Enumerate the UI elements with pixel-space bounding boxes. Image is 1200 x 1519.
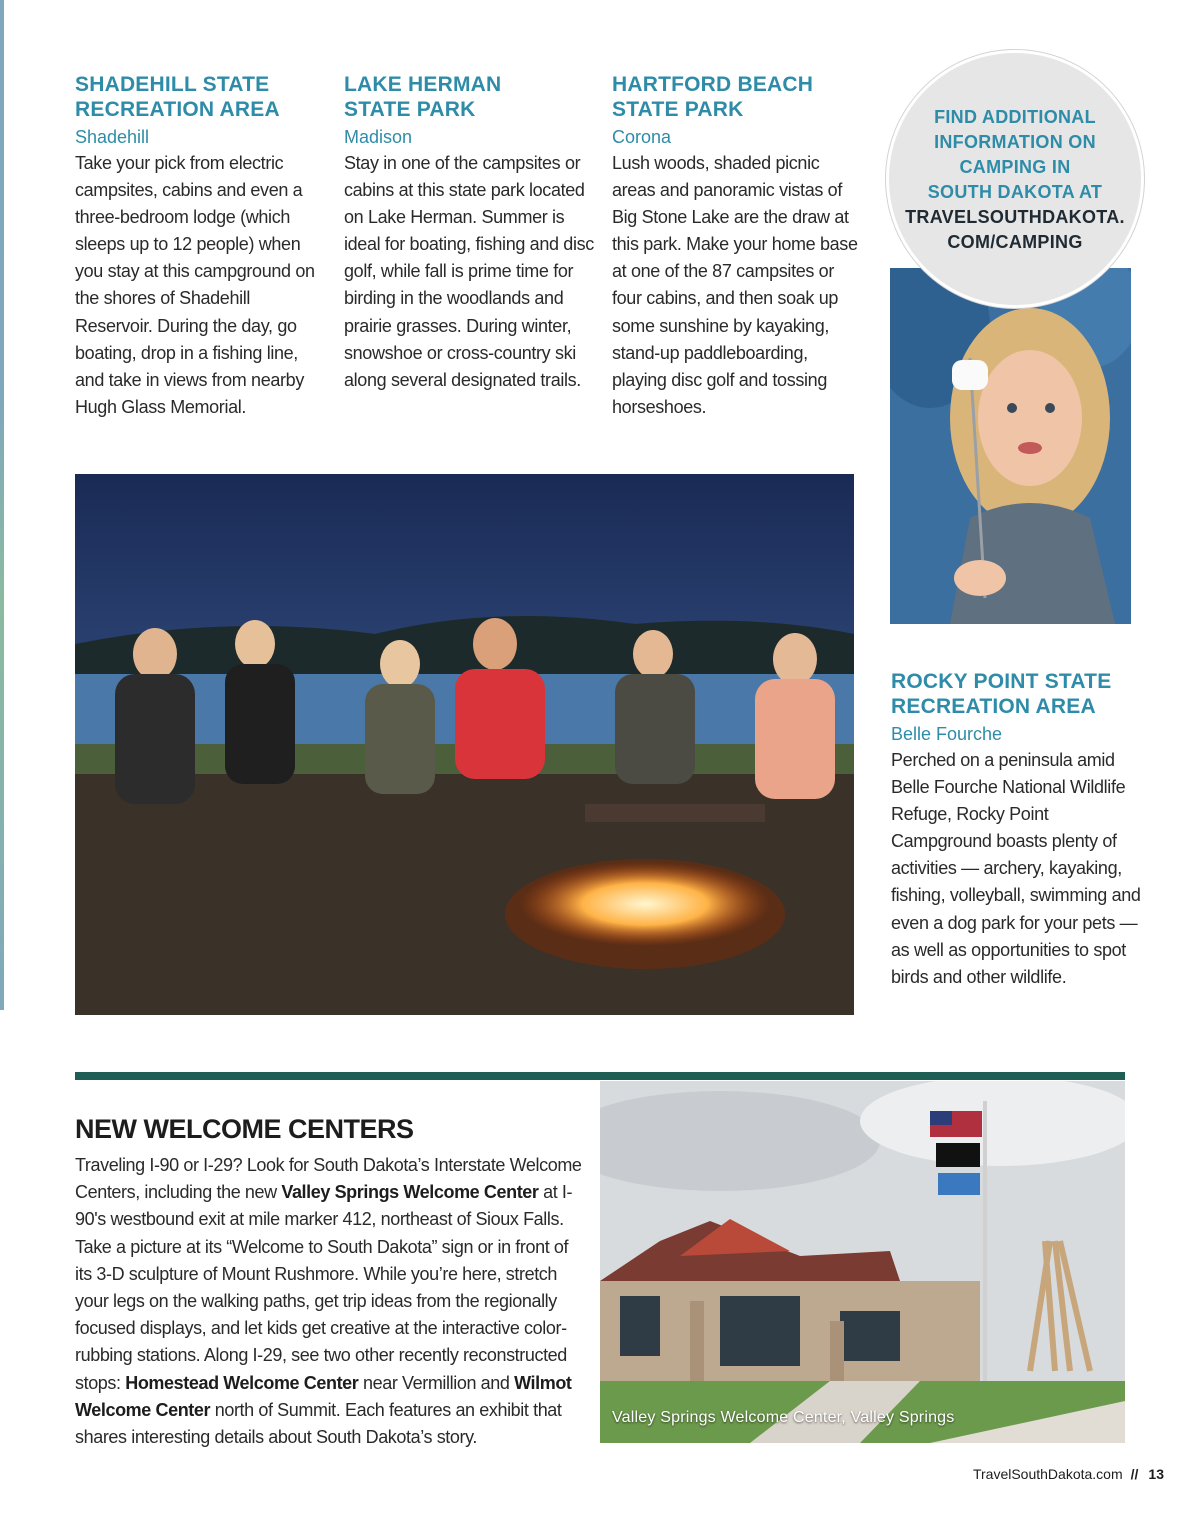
park-description: Stay in one of the campsites or cabins at this state park located on Lake Herman. Summer is ideal for boating, fishing and disc golf, while fall is prime time for birding in the woodlands and prairie grasses. During winter, snowshoe or cross-country ski along several designated trails. xyxy=(344,153,594,390)
callout-line: FIND ADDITIONAL xyxy=(934,107,1096,127)
park-title-line2: RECREATION AREA xyxy=(891,695,1096,718)
park-description: Perched on a peninsula amid Belle Fourche National Wildlife Refuge, Rocky Point Campground boasts plenty of activities — archery, kayaking, fishing, volleyball, swimming and even a dog park for your pets — as well as opportunities to spot birds and other wildlife. xyxy=(891,750,1141,987)
park-title xyxy=(75,72,325,122)
photo-girl-marshmallow xyxy=(890,268,1131,624)
welcome-centers-section xyxy=(75,1112,585,1451)
welcome-text: Traveling I-90 or I-29? Look for South Dakota’s Interstate Welcome Centers, including the new xyxy=(75,1155,582,1203)
page-footer xyxy=(973,1466,1164,1482)
park-rocky-point xyxy=(891,669,1141,991)
welcome-text: north of Summit. Each features an exhibit that shares interesting details about South Dakota’s story. xyxy=(75,1399,562,1448)
photo-campfire-group xyxy=(75,474,854,1015)
footer-separator: // xyxy=(1130,1466,1139,1482)
park-description: Lush woods, shaded picnic areas and panoramic vistas of Big Stone Lake are the draw at this park. Make your home base at one of the 87 campsites or four cabins, and then soak up some sunshine by kayaking, stand-up paddleboarding, playing disc golf and tossing horseshoes. xyxy=(612,153,858,417)
callout-line: INFORMATION ON xyxy=(934,132,1096,152)
callout-line: CAMPING IN xyxy=(959,157,1071,177)
photo-girl-illustration xyxy=(890,268,1131,624)
camping-info-callout xyxy=(886,50,1144,308)
park-location: Madison xyxy=(344,127,413,147)
park-hartford-beach xyxy=(612,72,862,421)
callout-url-line[interactable]: COM/CAMPING xyxy=(947,232,1083,252)
park-title-line2: STATE PARK xyxy=(344,98,476,121)
welcome-text: near Vermillion and xyxy=(358,1372,515,1393)
park-location: Corona xyxy=(612,127,672,147)
park-description: Take your pick from electric campsites, cabins and even a three-bedroom lodge (which sleeps up to 12 people) when you stay at this campground on the shores of Shadehill Reservoir. During the day, go boating, drop in a fishing line, and take in views from nearby Hugh Glass Memorial. xyxy=(75,153,315,417)
park-title-line1: SHADEHILL STATE xyxy=(75,73,270,96)
park-title-line2: STATE PARK xyxy=(612,98,744,121)
welcome-center-name: Wilmot Welcome Center xyxy=(75,1372,572,1420)
park-title xyxy=(612,72,862,122)
park-title-line2: RECREATION AREA xyxy=(75,98,280,121)
footer-site-link[interactable]: TravelSouthDakota.com xyxy=(972,1466,1123,1482)
photo-building-illustration xyxy=(600,1081,1125,1443)
park-title-line1: HARTFORD BEACH xyxy=(612,73,814,96)
page-number: 13 xyxy=(1148,1466,1164,1482)
photo-valley-springs-center xyxy=(600,1081,1125,1443)
park-lake-herman xyxy=(344,72,594,394)
park-shadehill xyxy=(75,72,325,421)
welcome-text: at I-90's westbound exit at mile marker 412, northeast of Sioux Falls. Take a picture at its “Welcome to South Dakota” sign or in front of its 3-D sculpture of Mount Rushmore. While you’re here, stretch your legs on the walking paths, get trip ideas from the regionally focused displays, and let kids get creative at the interactive color-rubbing stations. Along I-29, see two other recently reconstructed stops: xyxy=(75,1182,573,1393)
section-divider xyxy=(75,1072,1125,1080)
welcome-paragraph xyxy=(75,1152,585,1451)
photo-caption: Valley Springs Welcome Center, Valley Springs xyxy=(612,1409,955,1426)
park-title-line1: ROCKY POINT STATE xyxy=(891,670,1112,693)
callout-url-line[interactable]: TRAVELSOUTHDAKOTA. xyxy=(905,207,1125,227)
section-heading: NEW WELCOME CENTERS xyxy=(75,1114,414,1144)
park-location: Shadehill xyxy=(75,127,150,147)
page-edge-strip xyxy=(0,0,4,1010)
park-title xyxy=(344,72,594,122)
park-title xyxy=(891,669,1141,719)
park-title-line1: LAKE HERMAN xyxy=(344,73,502,96)
welcome-center-name: Homestead Welcome Center xyxy=(125,1372,359,1393)
welcome-center-name: Valley Springs Welcome Center xyxy=(281,1182,539,1203)
callout-line: SOUTH DAKOTA AT xyxy=(927,182,1103,202)
park-location: Belle Fourche xyxy=(891,724,1003,744)
photo-campfire-illustration xyxy=(75,474,854,1015)
